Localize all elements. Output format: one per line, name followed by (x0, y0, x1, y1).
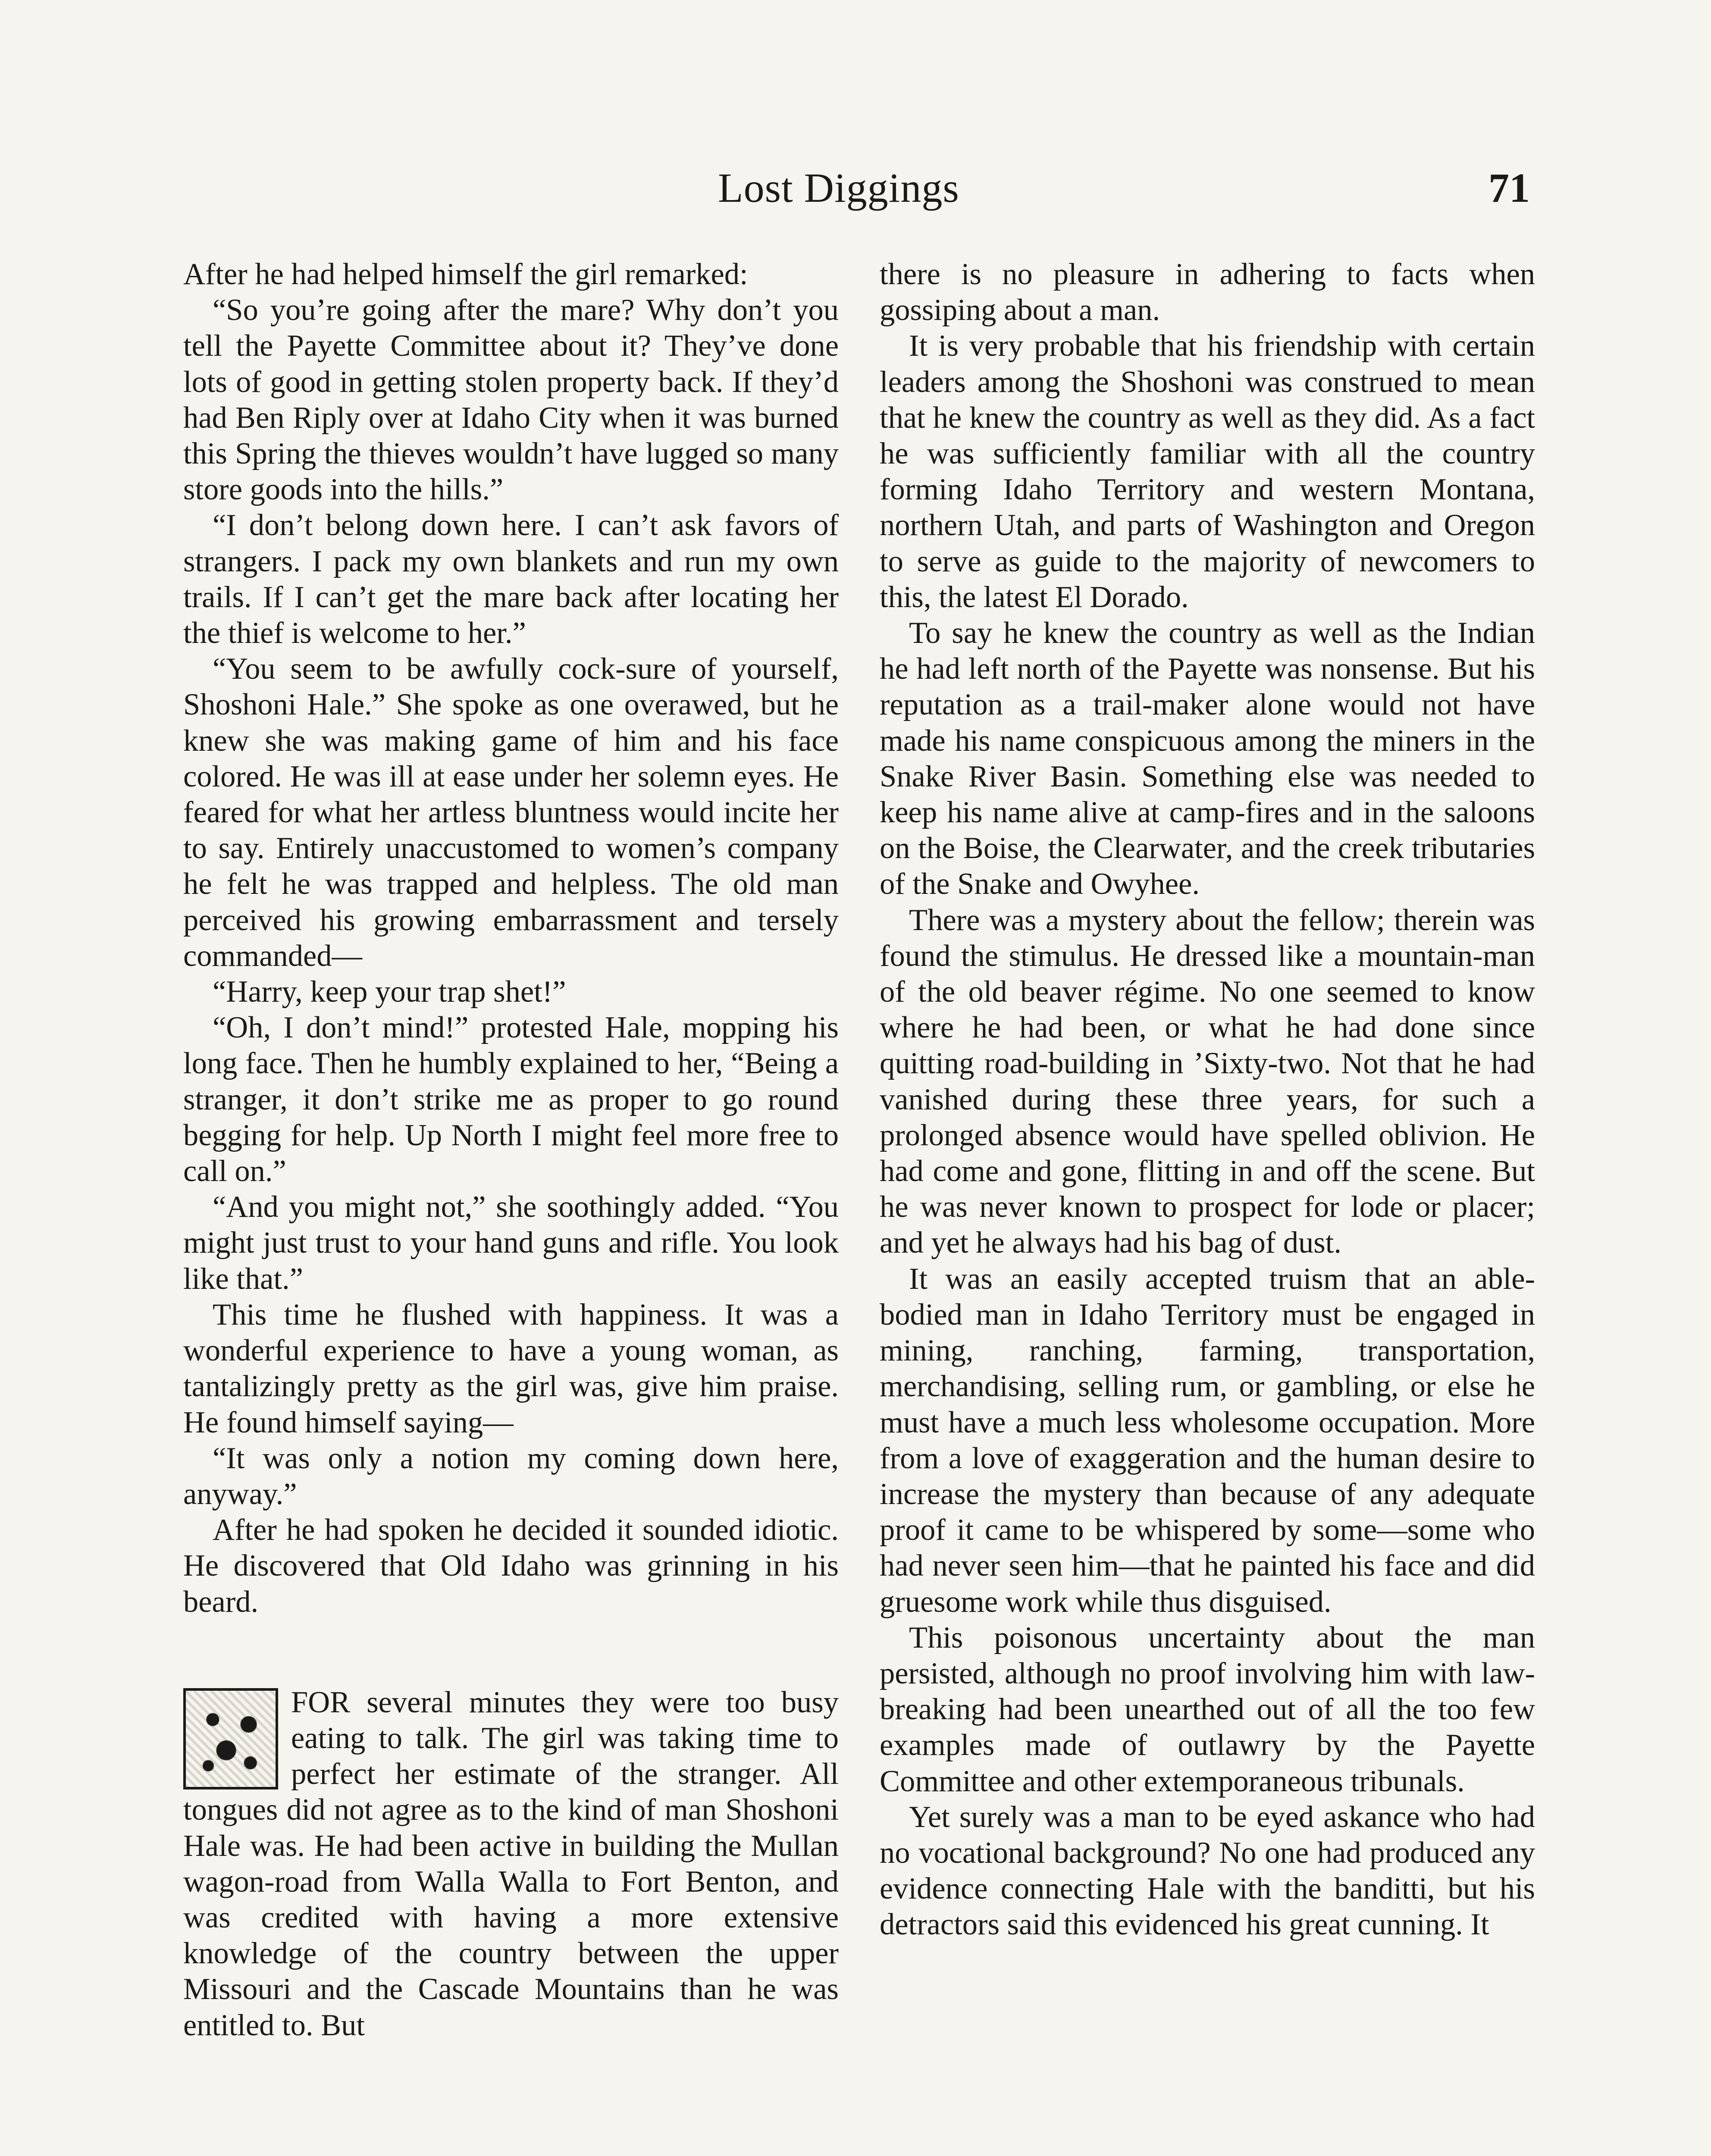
paragraph: After he had helped himself the girl remarked: (183, 257, 748, 291)
paragraph: “Oh, I don’t mind!” protested Hale, mopping his long face. Then he humbly explained to her, “Being a stranger, it don’t strike me as proper to go round begging for help. Up North I might feel more free to call on.” (183, 1011, 839, 1188)
page-header (0, 164, 1711, 224)
paragraph: There was a mystery about the fellow; therein was found the stimulus. He dressed like a mountain-man of the old beaver régime. No one seemed to know where he had been, or what he had done since quitting road-building in ’Sixty-two. Not that he had vanished during these three years, for such a prolonged absence would have spelled oblivion. He had come and gone, flitting in and off the scene. But he was never known to prospect for lode or placer; and yet he always had his bag of dust. (880, 903, 1535, 1260)
right-column (880, 257, 1535, 1943)
running-title: Lost Diggings (718, 165, 959, 211)
paragraph: “I don’t belong down here. I can’t ask favors of strangers. I pack my own blankets and run my own trails. If I can’t get the mare back after locating her the thief is welcome to her.” (183, 508, 839, 650)
ornamental-initial-icon (183, 1688, 278, 1789)
paragraph: “And you might not,” she soothingly added. “You might just trust to your hand guns and rifle. You look like that.” (183, 1190, 839, 1296)
page-number: 71 (1489, 165, 1530, 211)
paragraph: Yet surely was a man to be eyed askance who had no vocational background? No one had produced any evidence connecting Hale with the banditti, but his detractors said this evidenced his great cunning. It (880, 1800, 1535, 1942)
paragraph: It was an easily accepted truism that an able-bodied man in Idaho Territory must be engaged in mining, ranching, farming, transportation, merchandising, selling rum, or gambling, or else he must have a much less wholesome occupation. More from a love of exaggeration and the human desire to increase the mystery than because of any adequate proof it came to be whispered by some—some who had never seen him—that he painted his face and did gruesome work while thus disguised. (880, 1262, 1535, 1619)
left-column (183, 257, 839, 2043)
paragraph: After he had spoken he decided it sounded idiotic. He discovered that Old Idaho was grinning in his beard. (183, 1513, 839, 1619)
paragraph: “Harry, keep your trap shet!” (213, 975, 566, 1009)
paragraph: “You seem to be awfully cock-sure of yourself, Shoshoni Hale.” She spoke as one overawed, but he knew she was making game of him and his face colored. He was ill at ease under her solemn eyes. He feared for what her artless bluntness would incite her to say. Entirely unaccustomed to women’s company he felt he was trapped and helpless. The old man perceived his growing embarrassment and tersely commanded— (183, 652, 839, 973)
paragraph: This poisonous uncertainty about the man persisted, although no proof involving him with law-breaking had been unearthed out of all the too few examples made of outlawry by the Payette Committee and other extemporaneous tribunals. (880, 1620, 1535, 1798)
section-paragraph: FOR several minutes they were too busy eating to talk. The girl was taking time to perfect her estimate of the stranger. All tongues did not agree as to the kind of man Shoshoni Hale was. He had been active in building the Mullan wagon-road from Walla Walla to Fort Benton, and was credited with having a more extensive knowledge of the country between the upper Missouri and the Cascade Mountains than he was entitled to. But (183, 1685, 839, 2042)
paragraph: It is very probable that his friendship with certain leaders among the Shoshoni was construed to mean that he knew the country as well as they did. As a fact he was sufficiently familiar with all the country forming Idaho Territory and western Montana, northern Utah, and parts of Washington and Oregon to serve as guide to the majority of newcomers to this, the latest El Dorado. (880, 329, 1535, 614)
section-break (183, 1620, 839, 1685)
section-opening (183, 1685, 839, 2043)
paragraph: “It was only a notion my coming down here, anyway.” (183, 1441, 839, 1511)
paragraph: To say he knew the country as well as the Indian he had left north of the Payette was nonsense. But his reputation as a trail-maker alone would not have made his name conspicuous among the miners in the Snake River Basin. Something else was needed to keep his name alive at camp-fires and in the saloons on the Boise, the Clearwater, and the creek tributaries of the Snake and Owyhee. (880, 616, 1535, 901)
paragraph: there is no pleasure in adhering to facts when gossiping about a man. (880, 257, 1535, 327)
paragraph: This time he flushed with happiness. It was a wonderful experience to have a young woman, as tantalizingly pretty as the girl was, give him praise. He found himself saying— (183, 1297, 839, 1439)
paragraph: “So you’re going after the mare? Why don’t you tell the Payette Committee about it? They’ve done lots of good in getting stolen property back. If they’d had Ben Riply over at Idaho City when it was burned this Spring the thieves wouldn’t have lugged so many store goods into the hills.” (183, 293, 839, 507)
